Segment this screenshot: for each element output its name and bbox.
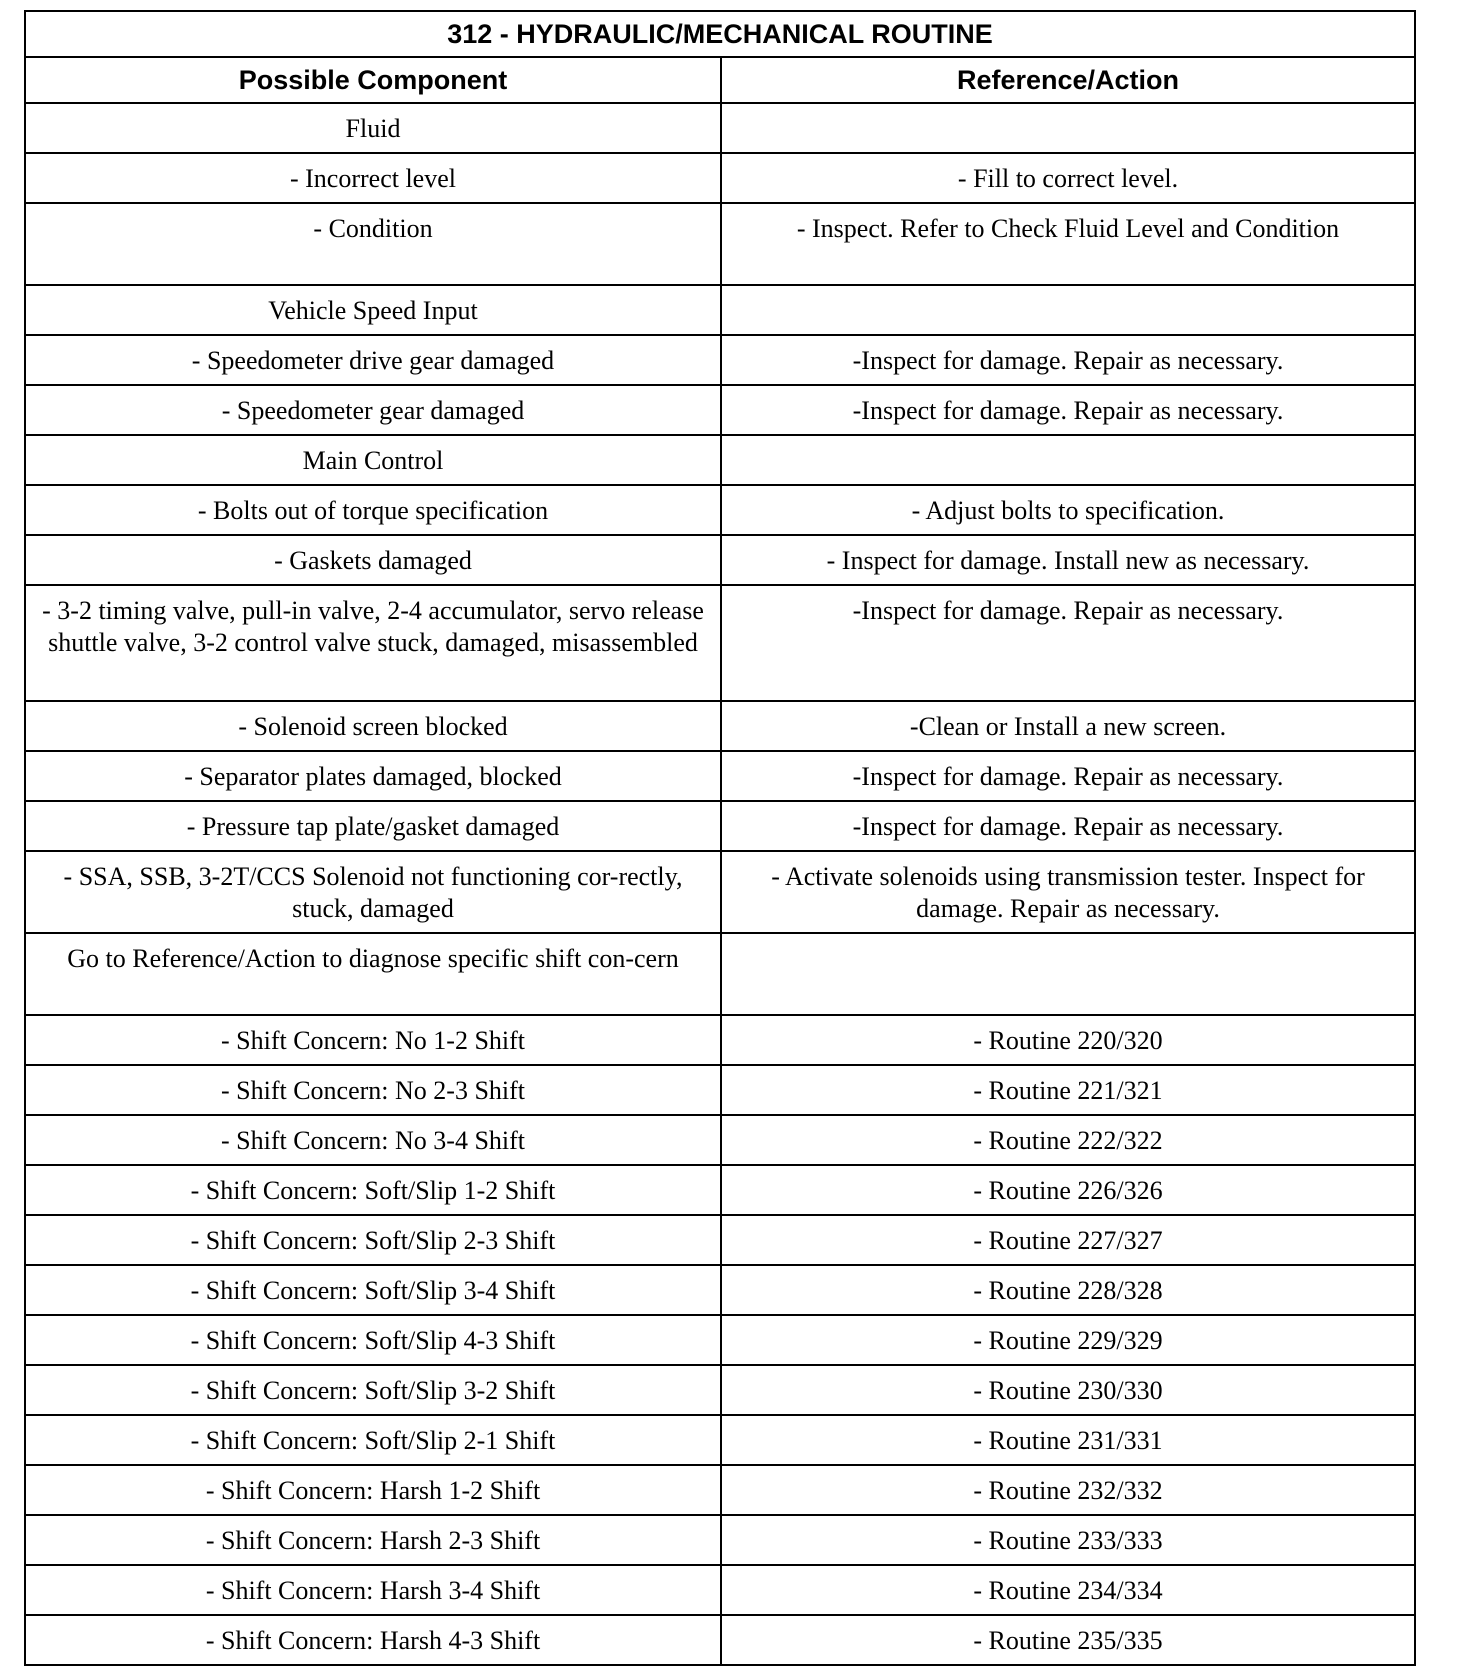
component-cell: - Separator plates damaged, blocked: [25, 751, 721, 801]
table-row: [25, 585, 1415, 701]
action-cell: -Inspect for damage. Repair as necessary.: [721, 801, 1415, 851]
table-row: [25, 103, 1415, 153]
action-cell: [721, 285, 1415, 335]
action-cell: - Activate solenoids using transmission tester. Inspect for damage. Repair as necessary.: [721, 851, 1415, 933]
component-cell: - Pressure tap plate/gasket damaged: [25, 801, 721, 851]
action-cell: - Routine 230/330: [721, 1365, 1415, 1415]
table-row: [25, 1515, 1415, 1565]
table-row: [25, 701, 1415, 751]
table-row: [25, 385, 1415, 435]
component-cell: - Shift Concern: Harsh 4-3 Shift: [25, 1615, 721, 1665]
component-cell: - Solenoid screen blocked: [25, 701, 721, 751]
component-cell: Fluid: [25, 103, 721, 153]
table-row: [25, 435, 1415, 485]
action-cell: - Adjust bolts to specification.: [721, 485, 1415, 535]
component-cell: - Gaskets damaged: [25, 535, 721, 585]
action-cell: -Inspect for damage. Repair as necessary.: [721, 585, 1415, 701]
action-cell: -Clean or Install a new screen.: [721, 701, 1415, 751]
component-cell: - SSA, SSB, 3-2T/CCS Solenoid not functioning cor-rectly, stuck, damaged: [25, 851, 721, 933]
table-row: [25, 485, 1415, 535]
component-cell: - Shift Concern: No 2-3 Shift: [25, 1065, 721, 1115]
action-cell: - Routine 220/320: [721, 1015, 1415, 1065]
component-cell: - Shift Concern: Harsh 2-3 Shift: [25, 1515, 721, 1565]
component-cell: - Shift Concern: Soft/Slip 3-4 Shift: [25, 1265, 721, 1315]
component-cell: - Shift Concern: Harsh 1-2 Shift: [25, 1465, 721, 1515]
table-row: [25, 1065, 1415, 1115]
action-cell: - Routine 232/332: [721, 1465, 1415, 1515]
action-cell: -Inspect for damage. Repair as necessary.: [721, 385, 1415, 435]
title-row: [25, 11, 1415, 57]
action-cell: [721, 933, 1415, 1015]
component-cell: - Shift Concern: No 3-4 Shift: [25, 1115, 721, 1165]
component-cell: Go to Reference/Action to diagnose specific shift con-cern: [25, 933, 721, 1015]
action-cell: - Routine 227/327: [721, 1215, 1415, 1265]
action-cell: - Fill to correct level.: [721, 153, 1415, 203]
table-row: [25, 1215, 1415, 1265]
table-row: [25, 535, 1415, 585]
table-row: [25, 1565, 1415, 1615]
component-cell: - 3-2 timing valve, pull-in valve, 2-4 accumulator, servo release shuttle valve, 3-2 control valve stuck, damaged, misassembled: [25, 585, 721, 701]
action-cell: - Routine 226/326: [721, 1165, 1415, 1215]
component-cell: - Bolts out of torque specification: [25, 485, 721, 535]
component-cell: - Shift Concern: Harsh 3-4 Shift: [25, 1565, 721, 1615]
action-cell: - Routine 229/329: [721, 1315, 1415, 1365]
column-header-component: Possible Component: [25, 57, 721, 103]
table-row: [25, 1465, 1415, 1515]
table-row: [25, 801, 1415, 851]
action-cell: [721, 103, 1415, 153]
action-cell: - Routine 233/333: [721, 1515, 1415, 1565]
component-cell: - Shift Concern: Soft/Slip 2-1 Shift: [25, 1415, 721, 1465]
component-cell: - Speedometer drive gear damaged: [25, 335, 721, 385]
action-cell: - Routine 221/321: [721, 1065, 1415, 1115]
header-row: [25, 57, 1415, 103]
component-cell: Main Control: [25, 435, 721, 485]
component-cell: - Shift Concern: Soft/Slip 3-2 Shift: [25, 1365, 721, 1415]
table-row: [25, 285, 1415, 335]
action-cell: - Inspect for damage. Install new as necessary.: [721, 535, 1415, 585]
action-cell: - Inspect. Refer to Check Fluid Level and Condition: [721, 203, 1415, 285]
action-cell: - Routine 228/328: [721, 1265, 1415, 1315]
table-row: [25, 1015, 1415, 1065]
table-row: [25, 335, 1415, 385]
component-cell: - Speedometer gear damaged: [25, 385, 721, 435]
table-row: [25, 153, 1415, 203]
component-cell: Vehicle Speed Input: [25, 285, 721, 335]
table-row: [25, 1315, 1415, 1365]
component-cell: - Shift Concern: Soft/Slip 1-2 Shift: [25, 1165, 721, 1215]
component-cell: - Shift Concern: Soft/Slip 4-3 Shift: [25, 1315, 721, 1365]
routine-table: [24, 10, 1416, 1666]
action-cell: - Routine 235/335: [721, 1615, 1415, 1665]
action-cell: - Routine 234/334: [721, 1565, 1415, 1615]
action-cell: -Inspect for damage. Repair as necessary.: [721, 751, 1415, 801]
component-cell: - Shift Concern: No 1-2 Shift: [25, 1015, 721, 1065]
table-row: [25, 1115, 1415, 1165]
action-cell: [721, 435, 1415, 485]
table-row: [25, 1615, 1415, 1665]
component-cell: - Condition: [25, 203, 721, 285]
table-row: [25, 1265, 1415, 1315]
action-cell: -Inspect for damage. Repair as necessary.: [721, 335, 1415, 385]
table-row: [25, 851, 1415, 933]
table-row: [25, 1165, 1415, 1215]
table-row: [25, 751, 1415, 801]
component-cell: - Shift Concern: Soft/Slip 2-3 Shift: [25, 1215, 721, 1265]
column-header-action: Reference/Action: [721, 57, 1415, 103]
table-row: [25, 1365, 1415, 1415]
table-row: [25, 203, 1415, 285]
component-cell: - Incorrect level: [25, 153, 721, 203]
table-title: 312 - HYDRAULIC/MECHANICAL ROUTINE: [25, 11, 1415, 57]
action-cell: - Routine 231/331: [721, 1415, 1415, 1465]
action-cell: - Routine 222/322: [721, 1115, 1415, 1165]
table-row: [25, 933, 1415, 1015]
table-row: [25, 1415, 1415, 1465]
